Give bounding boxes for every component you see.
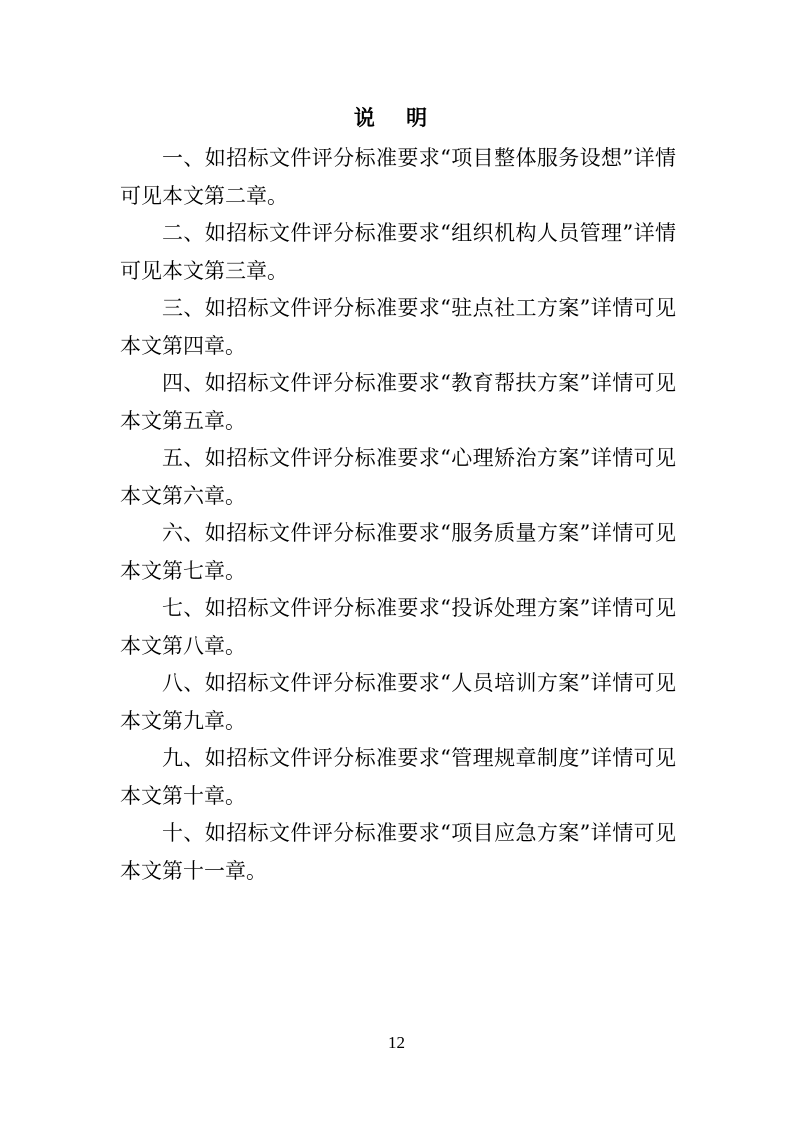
paragraph-7: 七、如招标文件评分标准要求“投诉处理方案”详情可见本文第八章。 — [120, 596, 676, 658]
paragraph-5: 五、如招标文件评分标准要求“心理矫治方案”详情可见本文第六章。 — [120, 446, 676, 508]
paragraph-9: 九、如招标文件评分标准要求“管理规章制度”详情可见本文第十章。 — [120, 746, 676, 808]
paragraph-10: 十、如招标文件评分标准要求“项目应急方案”详情可见本文第十一章。 — [120, 821, 676, 883]
page-number: 12 — [388, 1033, 405, 1052]
paragraph-3: 三、如招标文件评分标准要求“驻点社工方案”详情可见本文第四章。 — [120, 296, 676, 358]
paragraph-6: 六、如招标文件评分标准要求“服务质量方案”详情可见本文第七章。 — [120, 521, 676, 583]
paragraph-8: 八、如招标文件评分标准要求“人员培训方案”详情可见本文第九章。 — [120, 671, 676, 733]
page-title: 说 明 — [353, 106, 440, 130]
paragraph-2: 二、如招标文件评分标准要求“组织机构人员管理”详情可见本文第三章。 — [120, 221, 676, 283]
paragraph-1: 一、如招标文件评分标准要求“项目整体服务设想”详情可见本文第二章。 — [120, 146, 676, 208]
paragraph-4: 四、如招标文件评分标准要求“教育帮扶方案”详情可见本文第五章。 — [120, 371, 676, 433]
body-text — [120, 140, 676, 890]
